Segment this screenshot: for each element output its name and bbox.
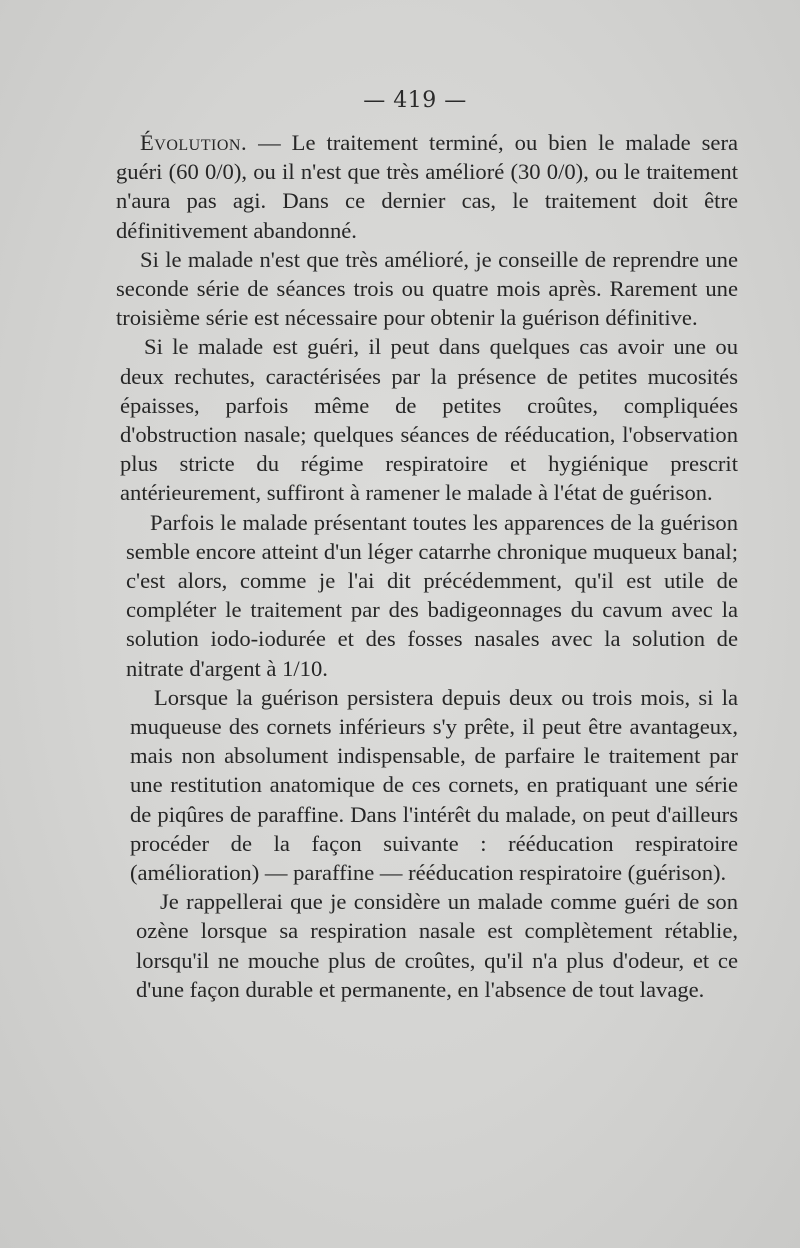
paragraph-text: Lorsque la guérison persistera depuis deux ou trois mois, si la muqueuse des cornets inférieurs s'y prête, il peut être avantageux, mais non absolument indispensable, de parfaire le traitement par une restitution anatomique de ces cornets, en pratiquant une série de piqûres de paraffine. Dans l'intérêt du malade, on peut d'ailleurs procéder de la façon suivante : rééducation respiratoire (amélioration) — paraffine — rééducation respiratoire (guérison). bbox=[130, 684, 738, 886]
paragraph-paraffine bbox=[130, 683, 738, 887]
paragraph-evolution bbox=[116, 128, 738, 245]
section-heading: Évolution. bbox=[140, 130, 248, 155]
paragraph-text: Si le malade n'est que très amélioré, je conseille de reprendre une seconde série de séances trois ou quatre mois après. Rarement une troisième série est nécessaire pour obtenir la guérison définitive. bbox=[116, 246, 738, 331]
body-text bbox=[116, 128, 738, 1004]
paragraph-text: Parfois le malade présentant toutes les apparences de la guérison semble encore atteint d'un léger catarrhe chronique muqueux banal; c'est alors, comme je l'ai dit précédemment, qu'il est utile de compléter le traitement par des badigeonnages du cavum avec la solution iodo-iodurée et des fosses nasales avec la solution de nitrate d'argent à 1/10. bbox=[126, 509, 738, 681]
paragraph-text: — Le traitement terminé, ou bien le malade sera guéri (60 0/0), ou il n'est que très amélioré (30 0/0), ou le traitement n'aura pas agi. Dans ce dernier cas, le traitement doit être définitivement abandonné. bbox=[116, 130, 738, 243]
paragraph-rechutes bbox=[120, 332, 738, 507]
page-number: — 419 — bbox=[363, 88, 467, 113]
paragraph-text: Je rappellerai que je considère un malade comme guéri de son ozène lorsque sa respiration nasale est complètement rétablie, lorsqu'il ne mouche plus de croûtes, qu'il n'a plus d'odeur, et ce d'une façon durable et permanente, en l'absence de tout lavage. bbox=[136, 889, 738, 1002]
paragraph-catarrhe bbox=[126, 508, 738, 683]
paragraph-guerison bbox=[136, 887, 738, 1004]
paragraph-amelioration bbox=[116, 245, 738, 333]
paragraph-text: Si le malade est guéri, il peut dans quelques cas avoir une ou deux rechutes, caractérisées par la présence de petites mucosités épaisses, parfois même de petites croûtes, compliquées d'obstruction nasale; quelques séances de rééducation, l'observation plus stricte du régime respiratoire et hygiénique prescrit antérieurement, suffiront à ramener le malade à l'état de guérison. bbox=[120, 334, 738, 506]
